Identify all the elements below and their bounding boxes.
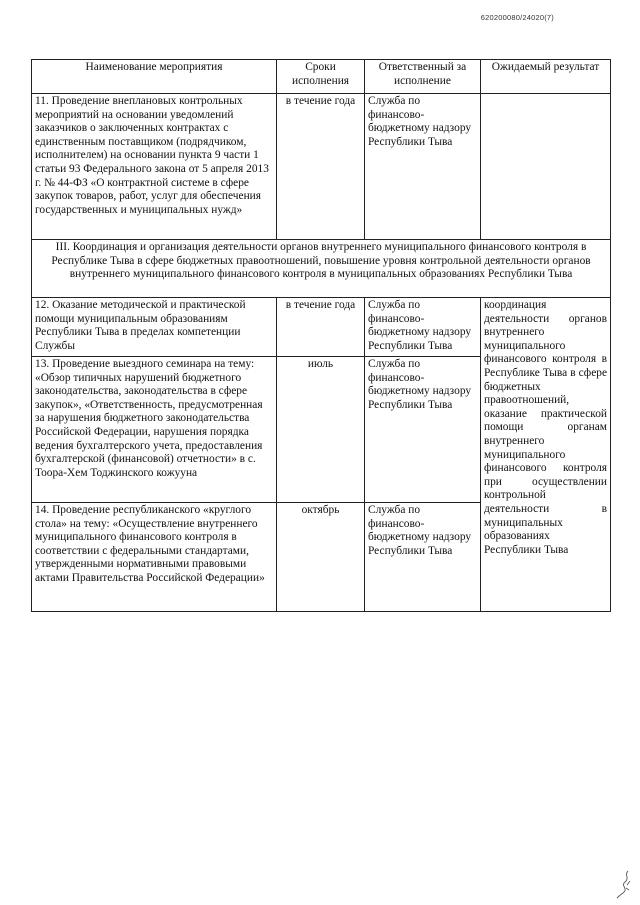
activities-table bbox=[31, 59, 611, 612]
row-11-result bbox=[481, 94, 611, 240]
row-13-activity: 13. Проведение выездного семинара на тему: «Обзор типичных нарушений бюджетного законодательства, законодательства в сфере закупок», «Ответственность, предусмотренная за нарушения бюджетного законодательства Российской Федерации, нарушения порядка ведения бухгалтерского учета, предоставления бухгалтерской (финансовой) отчетности» в с. Тоора-Хем Тоджинского кожууна bbox=[32, 357, 277, 503]
header-result: Ожидаемый результат bbox=[481, 60, 611, 94]
row-12-activity: 12. Оказание методической и практической помощи муниципальным образованиям Республики Тыва в пределах компетенции Службы bbox=[32, 298, 277, 357]
row-11-responsible: Служба по финансово-бюджетному надзору Республики Тыва bbox=[365, 94, 481, 240]
row-11-activity: 11. Проведение внеплановых контрольных мероприятий на основании уведомлений заказчиков о заключенных контрактах с единственным поставщиком (подрядчиком, исполнителем) на основании пункта 9 части 1 статьи 93 Федерального закона от 5 апреля 2013 г. № 44-ФЗ «О контрактной системе в сфере закупок товаров, работ, услуг для обеспечения государственных и муниципальных нужд» bbox=[32, 94, 277, 240]
row-14-responsible: Служба по финансово-бюджетному надзору Республики Тыва bbox=[365, 503, 481, 612]
row-14-deadline: октябрь bbox=[277, 503, 365, 612]
row-14-activity: 14. Проведение республиканского «круглого стола» на тему: «Осуществление внутреннего муниципального финансового контроля в соответствии с федеральными стандартами, утвержденными нормативными правовыми актами Правительства Российской Федерации» bbox=[32, 503, 277, 612]
shared-expected-result: координация деятельности органов внутреннего муниципального финансового контроля в Республике Тыва в сфере бюджетных правоотношений, оказание практической помощи органам внутреннего муниципального финансового контроля при осуществлении контрольной деятельности в муниципальных образованиях Республики Тыва bbox=[481, 298, 611, 612]
section-heading-row bbox=[32, 240, 611, 298]
table-row-11 bbox=[32, 94, 611, 240]
header-activity: Наименование мероприятия bbox=[32, 60, 277, 94]
row-11-deadline: в течение года bbox=[277, 94, 365, 240]
document-code: 620200080/24020(7) bbox=[480, 13, 554, 22]
signature-mark-icon bbox=[614, 869, 634, 899]
row-12-deadline: в течение года bbox=[277, 298, 365, 357]
header-responsible: Ответственный за исполнение bbox=[365, 60, 481, 94]
section-heading: III. Координация и организация деятельности органов внутреннего муниципального финансового контроля в Республике Тыва в сфере бюджетных правоотношений, повышение уровня контрольной деятельности органов внутреннего муниципального финансового контроля в муниципальных образованиях Республики Тыва bbox=[32, 240, 611, 298]
table-header-row bbox=[32, 60, 611, 94]
row-13-responsible: Служба по финансово-бюджетному надзору Республики Тыва bbox=[365, 357, 481, 503]
row-13-deadline: июль bbox=[277, 357, 365, 503]
table-row-12 bbox=[32, 298, 611, 357]
header-deadline: Сроки исполнения bbox=[277, 60, 365, 94]
row-12-responsible: Служба по финансово-бюджетному надзору Республики Тыва bbox=[365, 298, 481, 357]
